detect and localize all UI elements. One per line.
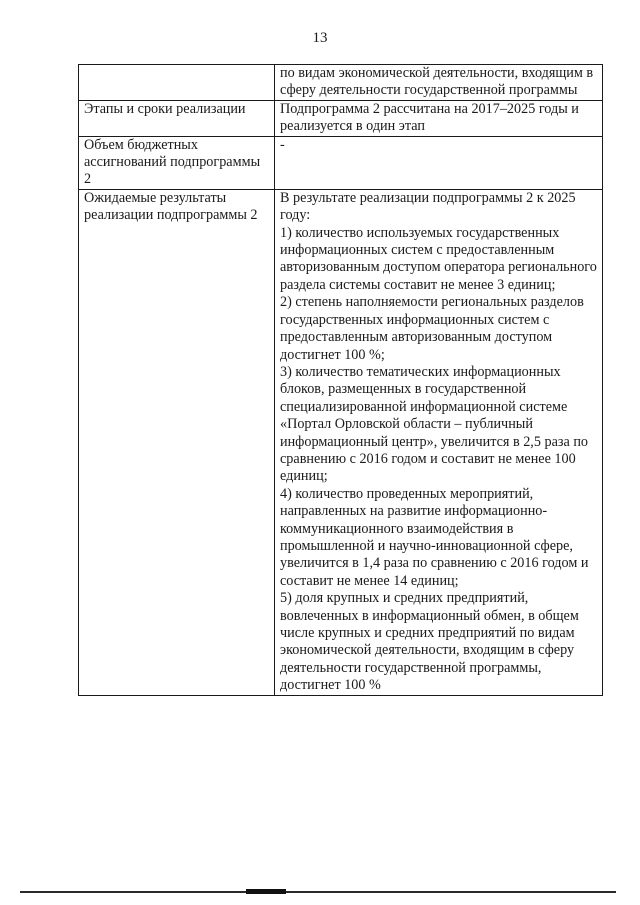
scan-bottom-mark — [246, 889, 286, 894]
row-label-cell — [79, 189, 275, 695]
row-label-cell — [79, 65, 275, 101]
row-value: Подпрограмма 2 рассчитана на 2017–2025 годы и реализуется в один этап — [280, 100, 579, 135]
row-label-cell — [79, 100, 275, 136]
row-label: Этапы и сроки реализации — [84, 100, 246, 117]
results-intro: В результате реализации подпрограммы 2 к 2025 году: — [280, 189, 576, 224]
table-row — [79, 65, 603, 101]
result-item: 4) количество проведенных мероприятий, направленных на развитие информационно-коммуникационного взаимодействия в промышленной и научно-инновационной сфере, увеличится в 1,4 раза по сравнению с 2016 годом и составит не менее 14 единиц; — [280, 485, 589, 589]
page-number: 13 — [312, 30, 328, 46]
row-value: - — [280, 136, 285, 153]
row-label-cell — [79, 136, 275, 189]
row-label: Ожидаемые результаты реализации подпрограммы 2 — [84, 189, 258, 224]
table-row — [79, 100, 603, 136]
result-item: 5) доля крупных и средних предприятий, вовлеченных в информационный обмен, в общем числе крупных и средних предприятий по видам экономической деятельности, входящим в сферу деятельности государственной программы, достигнет 100 % — [280, 590, 579, 694]
row-value-cell — [275, 100, 603, 136]
row-value-cell — [275, 189, 603, 695]
table-row — [79, 189, 603, 695]
subprogram-passport-table — [78, 64, 603, 696]
row-value: по видам экономической деятельности, входящим в сферу деятельности государственной программы — [280, 65, 594, 99]
scan-bottom-rule — [20, 891, 616, 893]
row-value-cell — [275, 136, 603, 189]
result-item: 1) количество используемых государственных информационных систем с предоставленным авторизованным доступом оператора регионального раздела системы составит не менее 3 единиц; — [280, 224, 597, 293]
result-item: 2) степень наполняемости региональных разделов государственных информационных систем с предоставленным авторизованным доступом достигнет 100 %; — [280, 294, 584, 363]
row-label: Объем бюджетных ассигнований подпрограммы 2 — [84, 136, 261, 188]
row-value-cell — [275, 65, 603, 101]
table-row — [79, 136, 603, 189]
result-item: 3) количество тематических информационных блоков, размещенных в государственной специализированной информационной системе «Портал Орловской области – публичный информационный центр», увеличится в 2,5 раза по сравнению с 2016 годом и составит не менее 100 единиц; — [280, 363, 589, 485]
